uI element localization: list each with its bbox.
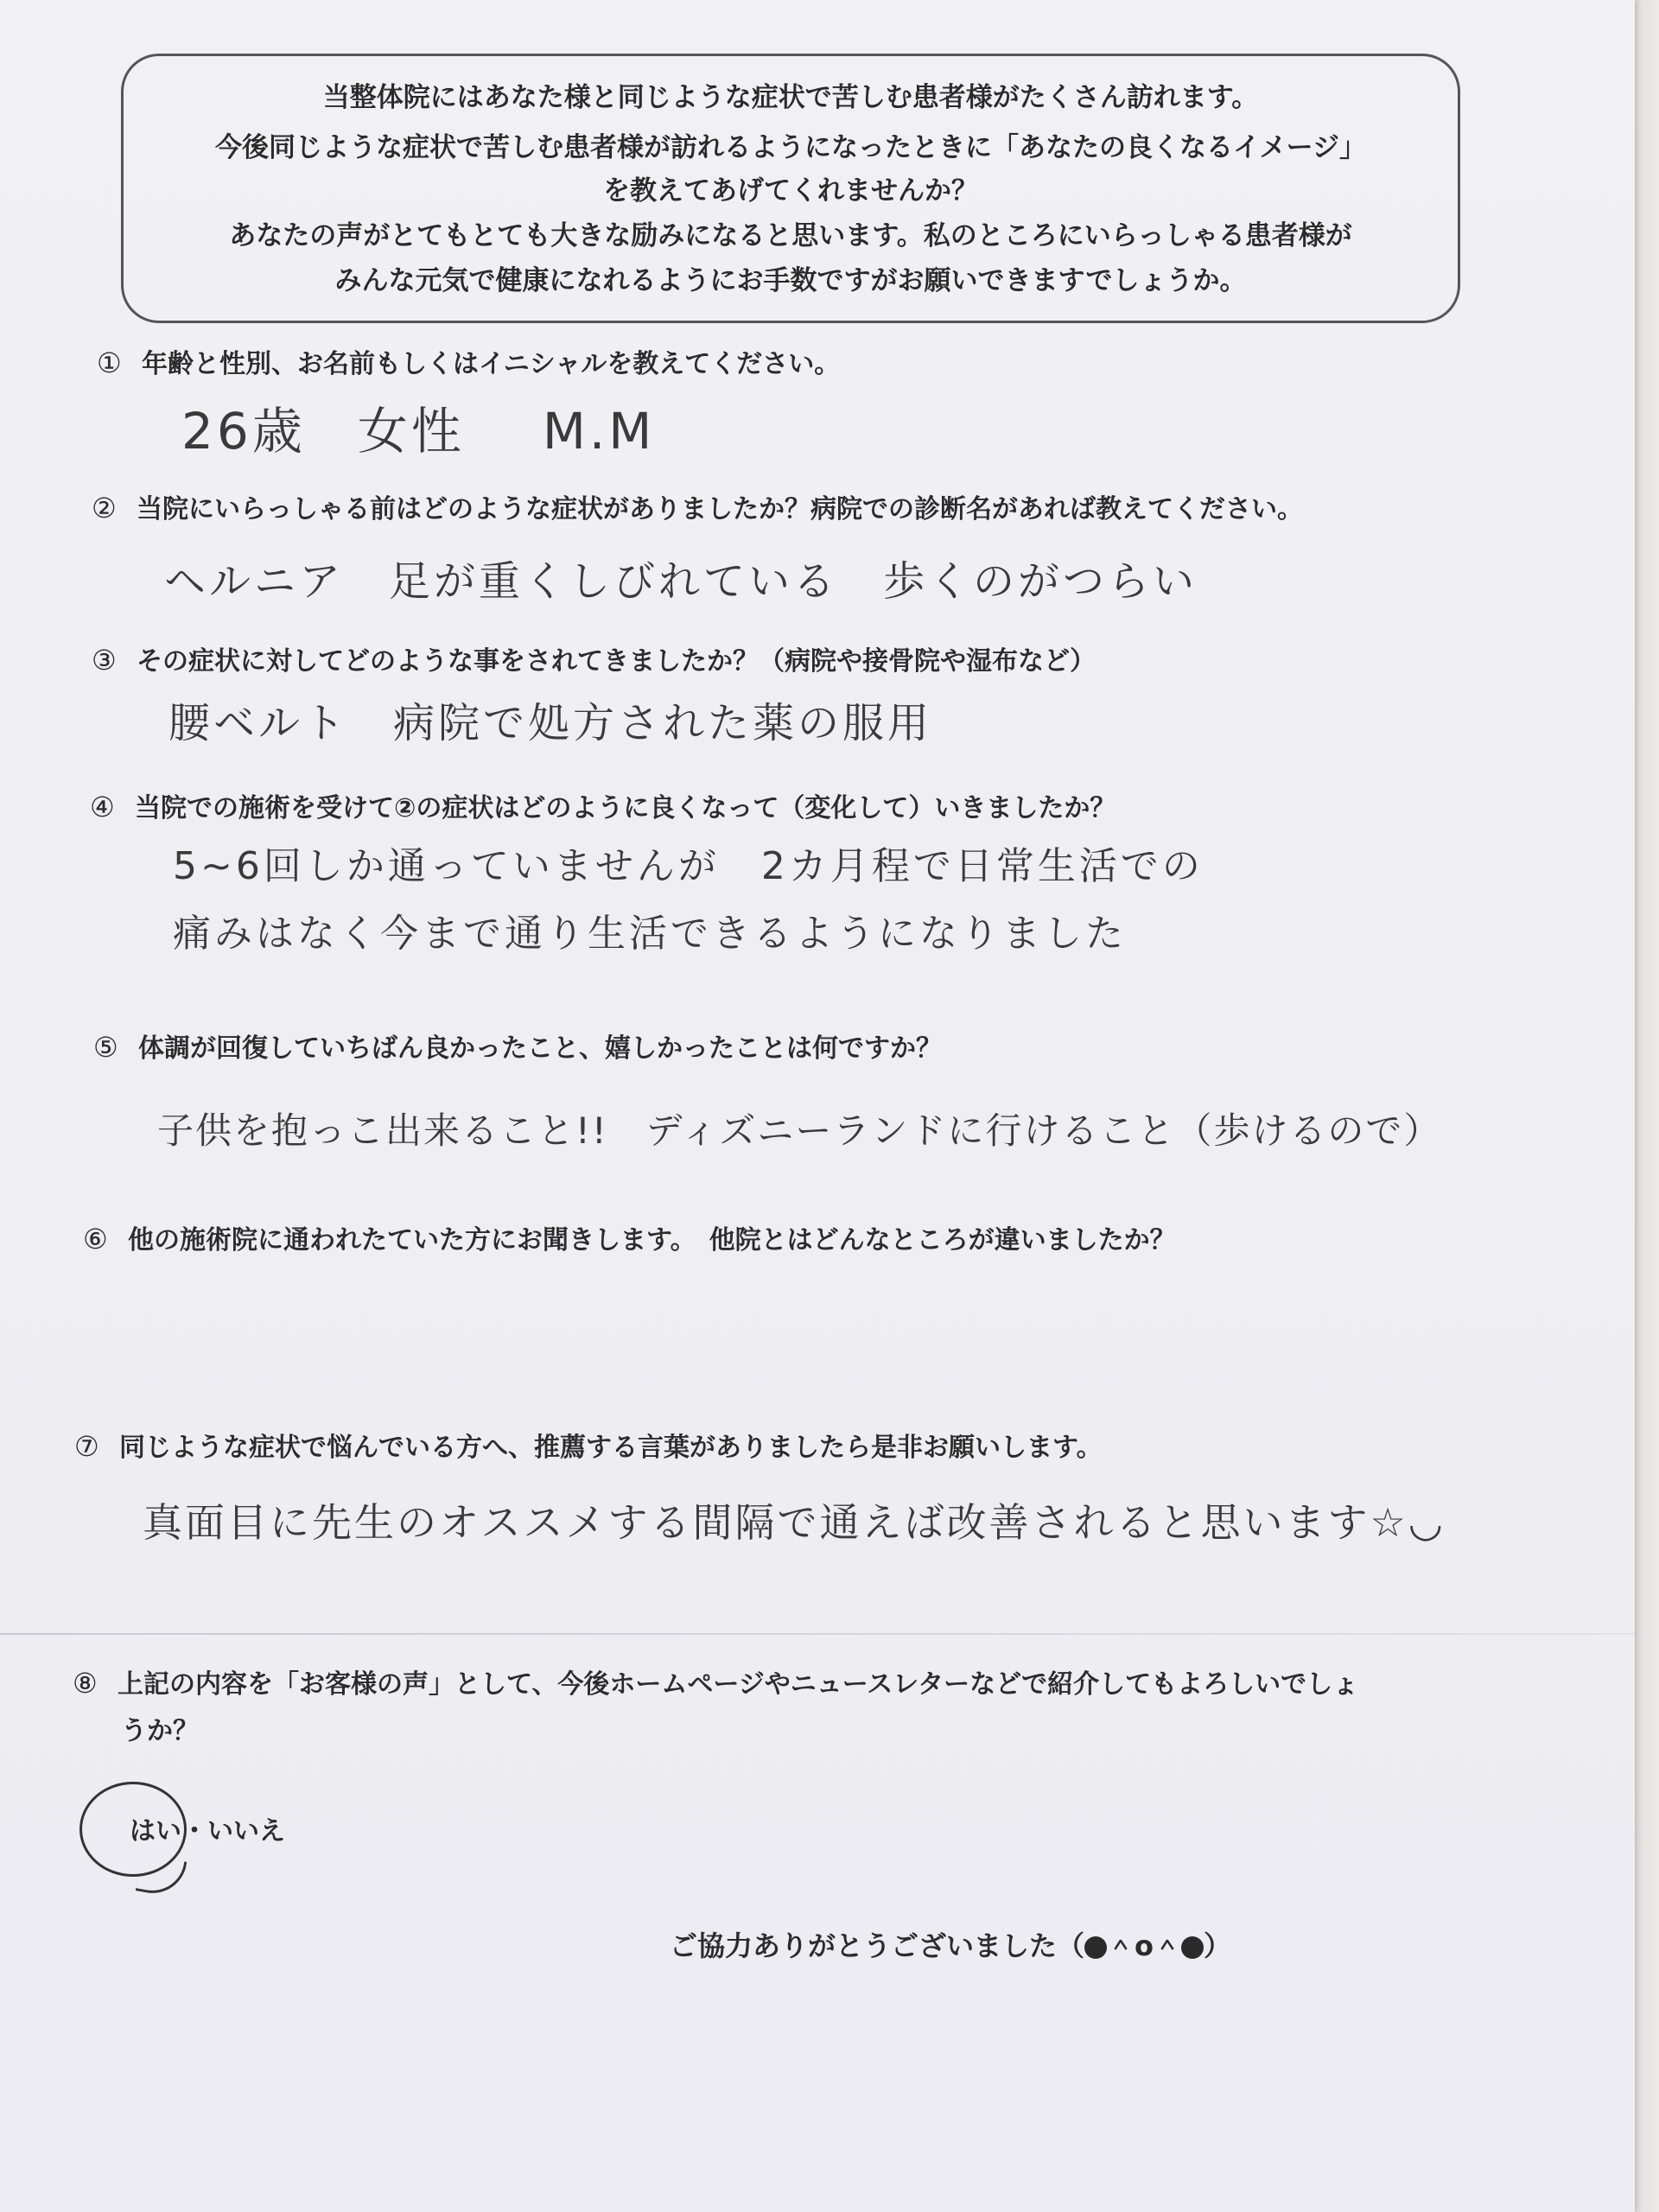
- consent-yes: はい: [130, 1816, 181, 1847]
- intro-line-5: みんな元気で健康になれるようにお手数ですがお願いできますでしょうか。: [334, 265, 1247, 296]
- question-number: ⑥: [83, 1223, 108, 1255]
- question-3: [92, 639, 1096, 677]
- face-mid: ＾o＾: [1107, 1929, 1182, 1962]
- paper-fold: [0, 1633, 1635, 1635]
- question-8: [73, 1662, 1358, 1700]
- thanks-text: ご協力ありがとうございました: [670, 1929, 1058, 1962]
- answer-age: 26歳: [181, 402, 306, 461]
- question-text: 当院にいらっしゃる前はどのような症状がありましたか？病院での診断名があれば教えてください。: [137, 494, 1303, 524]
- question-8-continued: うか？: [121, 1716, 199, 1746]
- question-number: ⑤: [93, 1031, 118, 1064]
- question-number: ⑧: [73, 1667, 98, 1700]
- question-text: 他の施術院に通われたていた方にお聞きします。 他院とはどんなところが違いましたか？: [128, 1225, 1176, 1255]
- answer-4-line-1: 5~6回しか通っていませんが 2カ月程で日常生活での: [173, 844, 1204, 888]
- intro-line-1: 当整体院にはあなた様と同じような症状で苦しむ患者様がたくさん訪れます。: [322, 82, 1259, 113]
- intro-line-2: 今後同じような症状で苦しむ患者様が訪れるようになったときに「あなたの良くなるイメージ」: [214, 132, 1367, 163]
- consent-no: いいえ: [207, 1816, 285, 1847]
- intro-line-4: あなたの声がとてもとても大きな励みになると思います。私のところにいらっしゃる患者様が: [229, 220, 1352, 251]
- answer-gender: 女性: [357, 402, 465, 461]
- answer-4-line-2: 痛みはなく今まで通り生活できるようになりました: [173, 912, 1127, 956]
- answer-7: 真面目に先生のオススメする間隔で通えば改善されると思います☆◡: [143, 1499, 1446, 1546]
- circle-mark-tail: [136, 1854, 188, 1899]
- answer-initials: M.M: [542, 402, 656, 461]
- question-6: [83, 1218, 1176, 1256]
- answer-5: 子供を抱っこ出来ること!! ディズニーランドに行けること（歩けるので）: [157, 1109, 1442, 1152]
- thanks-message: [670, 1924, 1231, 1964]
- question-number: ⑦: [74, 1430, 99, 1463]
- answer-2: ヘルニア 足が重くしびれている 歩くのがつらい: [164, 557, 1198, 606]
- question-text: 上記の内容を「お客様の声」として、今後ホームページやニュースレターなどで紹介してもよろしいでしょ: [118, 1669, 1359, 1700]
- answer-3: 腰ベルト 病院で処方された薬の服用: [168, 699, 933, 747]
- intro-line-3: を教えてあげてくれませんか？: [603, 175, 978, 207]
- face-cheek-left: [1084, 1936, 1107, 1959]
- consent-separator: ・: [181, 1816, 207, 1847]
- question-text: 同じような症状で悩んでいる方へ、推薦する言葉がありましたら是非お願いします。: [119, 1433, 1103, 1463]
- question-7: [74, 1426, 1103, 1464]
- face-close: ）: [1204, 1929, 1232, 1962]
- question-text: 体調が回復していちばん良かったこと、嬉しかったことは何ですか？: [138, 1033, 942, 1064]
- question-text: 当院での施術を受けて②の症状はどのように良くなって（変化して）いきましたか？: [135, 793, 1116, 823]
- question-4: [90, 786, 1116, 824]
- question-text: その症状に対してどのような事をされてきましたか？（病院や接骨院や湿布など）: [137, 646, 1096, 677]
- question-number: ③: [92, 644, 117, 677]
- question-number: ④: [90, 791, 115, 823]
- question-1: [97, 342, 840, 380]
- face-cheek-right: [1181, 1936, 1204, 1959]
- question-2: [92, 487, 1303, 525]
- question-number: ①: [97, 346, 122, 379]
- question-5: [93, 1027, 942, 1065]
- question-number: ②: [92, 492, 117, 524]
- intro-box: [121, 54, 1460, 323]
- question-text: 年齢と性別、お名前もしくはイニシャルを教えてください。: [142, 349, 841, 379]
- face-open: （: [1057, 1929, 1085, 1962]
- answer-1: [181, 391, 655, 463]
